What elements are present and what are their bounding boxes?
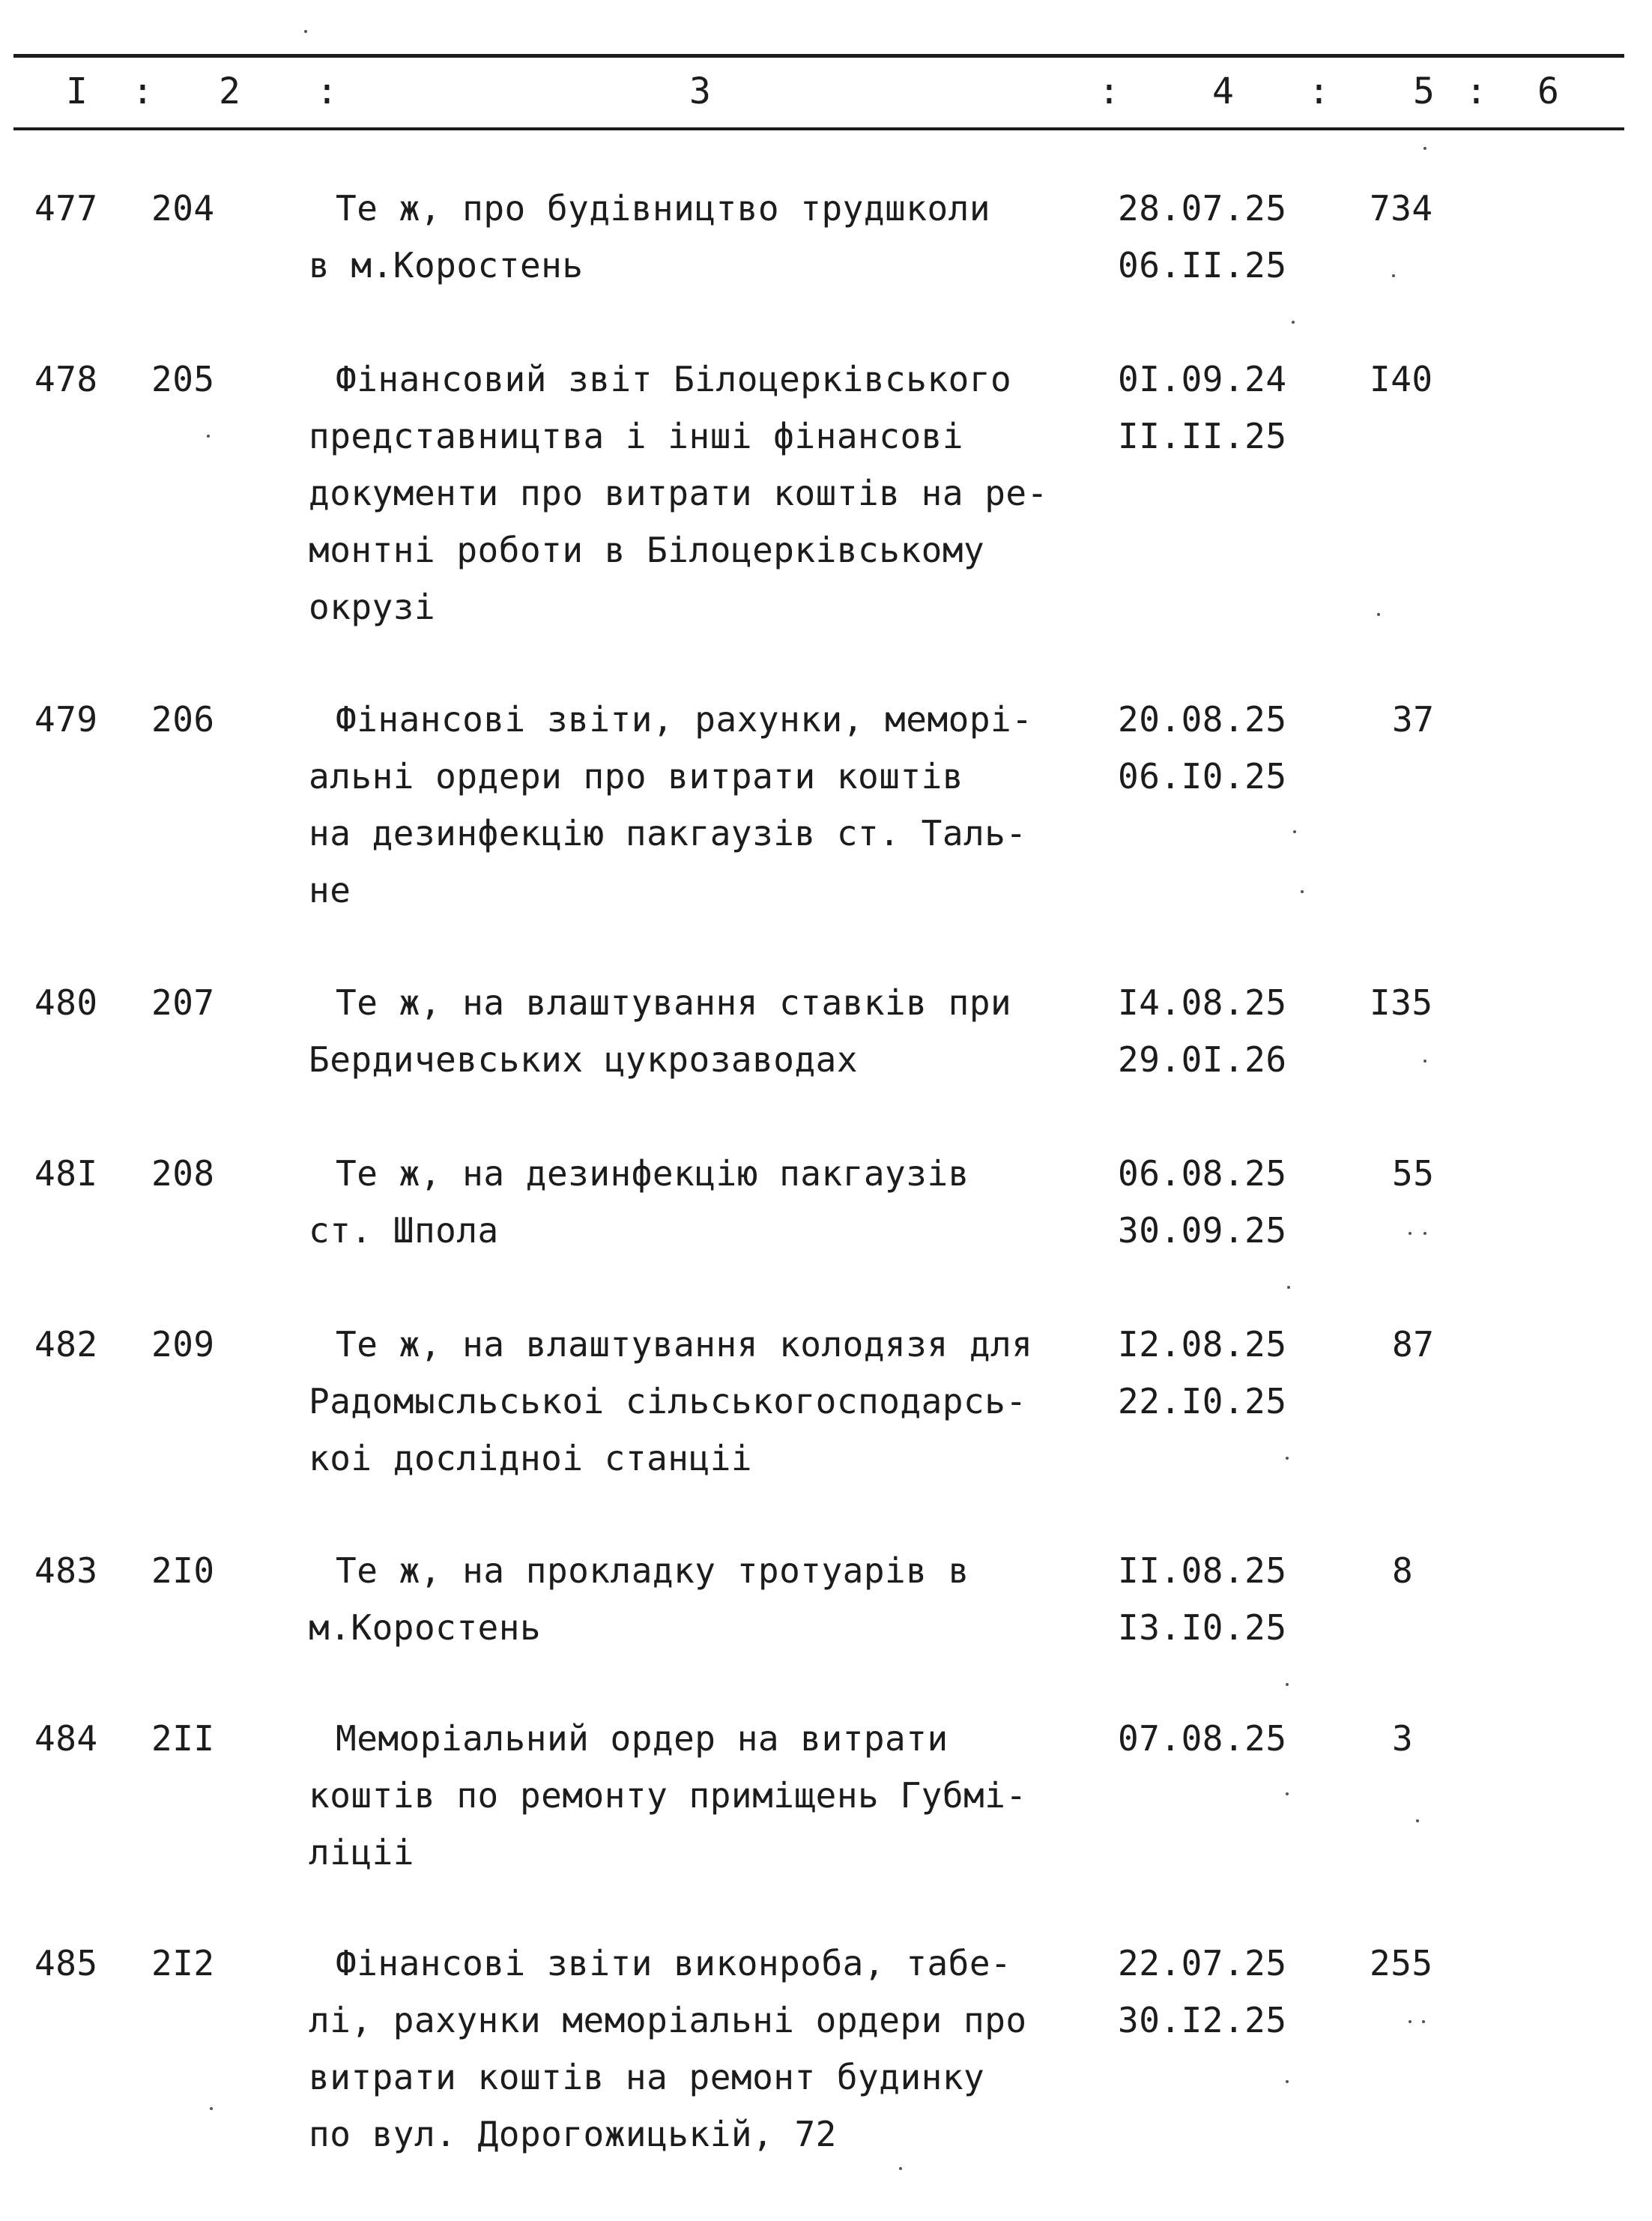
row-description [309, 1935, 1027, 2163]
end-date: II.II.25 [1118, 416, 1287, 456]
header-separator-4: : [1308, 70, 1330, 112]
start-date: I4.08.25 [1118, 982, 1287, 1023]
description-line: Фінансові звіти, рахунки, меморі- [336, 699, 1033, 740]
scan-speck [207, 435, 210, 438]
scan-speck [899, 2167, 902, 2170]
scan-speck [1301, 890, 1304, 893]
description-line: Те ж, на прокладку тротуарів в [336, 1550, 969, 1591]
description-line: Меморіальний ордер на витрати [336, 1718, 948, 1759]
scan-speck [1293, 830, 1296, 833]
row-number: 478 [34, 359, 98, 399]
case-number: 209 [151, 1324, 215, 1365]
description-line: в м.Коростень [309, 245, 584, 285]
row-dates [1118, 1316, 1287, 1430]
end-date: 06.II.25 [1118, 245, 1287, 285]
description-line: не [309, 870, 351, 910]
header-separator-2: : [316, 70, 338, 112]
sheet-count: 3 [1392, 1718, 1414, 1759]
case-number: 208 [151, 1153, 215, 1194]
case-number: 2I2 [151, 1943, 215, 1983]
row-number: 483 [34, 1550, 98, 1591]
description-line: Те ж, про будівництво трудшколи [336, 188, 991, 229]
sheet-count: 55 [1392, 1153, 1435, 1194]
scan-speck [1409, 1232, 1412, 1235]
row-description [309, 691, 1032, 919]
scan-speck [1423, 147, 1426, 150]
row-description [309, 1316, 1032, 1487]
description-line: по вул. Дорогожицькій, 72 [309, 2114, 837, 2154]
row-number: 485 [34, 1943, 98, 1983]
header-col-1: I [66, 70, 88, 112]
start-date: I2.08.25 [1118, 1324, 1287, 1365]
start-date: 07.08.25 [1118, 1718, 1287, 1759]
end-date: 30.I2.25 [1118, 2000, 1287, 2040]
description-line: коі дослідноі станціі [309, 1438, 753, 1478]
description-line: Бердичевських цукрозаводах [309, 1039, 859, 1080]
start-date: 28.07.25 [1118, 188, 1287, 229]
case-number: 205 [151, 359, 215, 399]
description-line: лі, рахунки меморіальні ордери про [309, 2000, 1027, 2040]
header-separator-3: : [1098, 70, 1120, 112]
header-col-2: 2 [219, 70, 240, 112]
sheet-count: 37 [1392, 699, 1435, 740]
row-dates [1118, 691, 1287, 805]
case-number: 206 [151, 699, 215, 740]
row-number: 48I [34, 1153, 98, 1194]
row-description [309, 1145, 969, 1259]
end-date: 22.I0.25 [1118, 1381, 1287, 1421]
end-date: 30.09.25 [1118, 1210, 1287, 1251]
row-number: 480 [34, 982, 98, 1023]
scan-speck [1409, 2020, 1412, 2023]
scan-speck [1423, 1232, 1426, 1235]
description-line: коштів по ремонту приміщень Губмі- [309, 1775, 1027, 1816]
row-dates [1118, 180, 1287, 294]
description-line: м.Коростень [309, 1607, 542, 1648]
header-col-3: 3 [689, 70, 711, 112]
scan-speck [1392, 274, 1395, 277]
scan-speck [1286, 2080, 1289, 2083]
sheet-count: 734 [1370, 188, 1433, 229]
header-separator-5: : [1465, 70, 1487, 112]
row-dates [1118, 1542, 1287, 1656]
header-bottom-rule [13, 127, 1624, 130]
scan-speck [1423, 1060, 1426, 1063]
row-dates [1118, 351, 1287, 465]
scan-speck [1287, 1286, 1290, 1289]
description-line: Фінансовий звіт Білоцерківського [336, 359, 1012, 399]
scan-speck [1377, 613, 1380, 616]
end-date: 06.I0.25 [1118, 756, 1287, 797]
start-date: 22.07.25 [1118, 1943, 1287, 1983]
description-line: на дезинфекцію пакгаузів ст. Таль- [309, 813, 1027, 853]
row-description [309, 180, 990, 294]
row-number: 484 [34, 1718, 98, 1759]
description-line: Фінансові звіти виконроба, табе- [336, 1943, 1012, 1983]
start-date: 0I.09.24 [1118, 359, 1287, 399]
scan-speck [304, 30, 307, 33]
row-description [309, 1542, 969, 1656]
end-date: I3.I0.25 [1118, 1607, 1287, 1648]
row-dates [1118, 1710, 1287, 1767]
scan-speck [1292, 321, 1295, 324]
row-dates [1118, 974, 1287, 1088]
scan-speck [1286, 1683, 1289, 1686]
description-line: Радомысльськоі сільськогосподарсь- [309, 1381, 1027, 1421]
header-col-4: 4 [1212, 70, 1234, 112]
scan-speck [1286, 1792, 1289, 1795]
case-number: 204 [151, 188, 215, 229]
start-date: 06.08.25 [1118, 1153, 1287, 1194]
row-description [309, 1710, 1027, 1881]
row-dates [1118, 1935, 1287, 2049]
case-number: 207 [151, 982, 215, 1023]
start-date: II.08.25 [1118, 1550, 1287, 1591]
case-number: 2II [151, 1718, 215, 1759]
sheet-count: I40 [1370, 359, 1433, 399]
description-line: Те ж, на влаштування колодязя для [336, 1324, 1033, 1365]
sheet-count: 87 [1392, 1324, 1435, 1365]
description-line: Те ж, на дезинфекцію пакгаузів [336, 1153, 969, 1194]
scan-speck [1286, 1457, 1289, 1460]
description-line: документи про витрати коштів на ре- [309, 473, 1048, 513]
description-line: монтні роботи в Білоцерківському [309, 530, 985, 570]
header-top-rule [13, 54, 1624, 58]
scan-speck [1416, 1819, 1419, 1822]
row-number: 482 [34, 1324, 98, 1365]
row-description [309, 351, 1048, 635]
sheet-count: I35 [1370, 982, 1433, 1023]
row-number: 479 [34, 699, 98, 740]
scan-speck [1422, 2020, 1425, 2023]
description-line: Те ж, на влаштування ставків при [336, 982, 1012, 1023]
description-line: окрузі [309, 587, 436, 627]
end-date: 29.0I.26 [1118, 1039, 1287, 1080]
header-col-6: 6 [1537, 70, 1559, 112]
description-line: представництва і інші фінансові [309, 416, 964, 456]
row-dates [1118, 1145, 1287, 1259]
scan-speck [210, 2107, 213, 2110]
description-line: ліціі [309, 1832, 414, 1873]
sheet-count: 255 [1370, 1943, 1433, 1983]
header-col-5: 5 [1413, 70, 1435, 112]
description-line: ст. Шпола [309, 1210, 499, 1251]
case-number: 2I0 [151, 1550, 215, 1591]
row-description [309, 974, 1011, 1088]
description-line: витрати коштів на ремонт будинку [309, 2057, 985, 2097]
sheet-count: 8 [1392, 1550, 1414, 1591]
description-line: альні ордери про витрати коштів [309, 756, 964, 797]
start-date: 20.08.25 [1118, 699, 1287, 740]
header-separator-1: : [132, 70, 154, 112]
row-number: 477 [34, 188, 98, 229]
